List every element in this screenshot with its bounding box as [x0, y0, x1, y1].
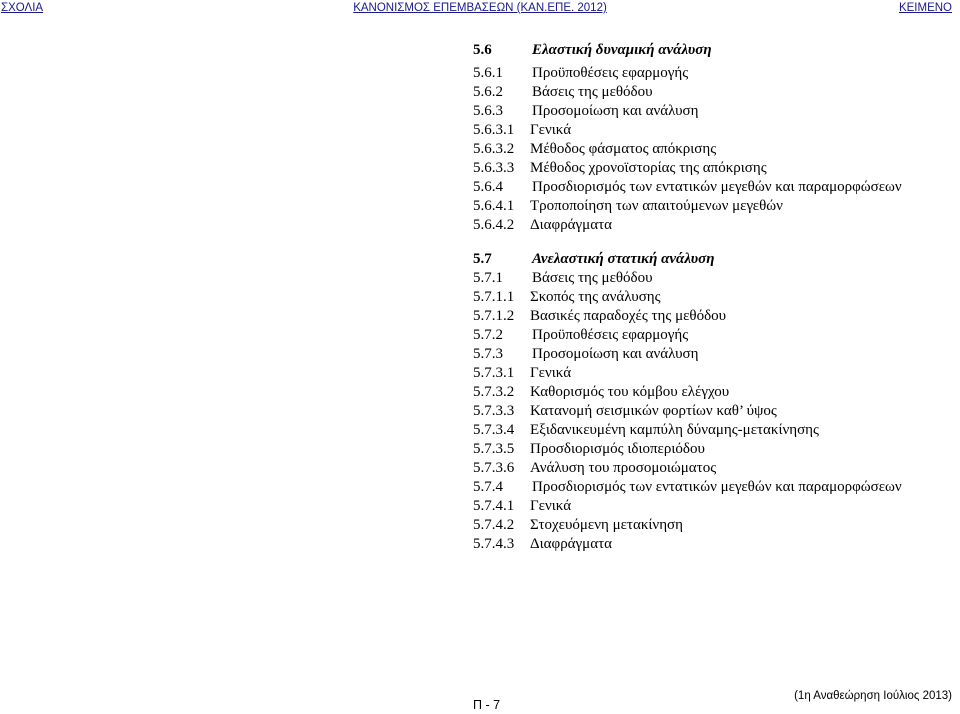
toc-entry-title: Ελαστική δυναμική ανάλυση [532, 42, 712, 58]
toc-entry-title: Ανάλυση του προσομοιώματος [530, 460, 717, 476]
toc-entry-number: 5.6.3.3 [473, 160, 515, 176]
toc-entry [0, 216, 960, 235]
page-number: Π - 7 [473, 698, 501, 712]
toc-entry-number: 5.6.2 [473, 84, 503, 100]
toc-entry-number: 5.7.4.1 [473, 498, 515, 514]
toc-entry-title: Μέθοδος χρονοϊστορίας της απόκρισης [530, 160, 767, 176]
toc-entry-title: Προϋποθέσεις εφαρμογής [532, 327, 689, 343]
toc-entry-title: Τροποποίηση των απαιτούμενων μεγεθών [530, 198, 783, 214]
toc-entry [0, 326, 960, 345]
toc-entry-number: 5.7.4.2 [473, 517, 515, 533]
toc-entry-title: Βασικές παραδοχές της μεθόδου [530, 308, 727, 324]
toc-entry [0, 288, 960, 307]
toc-entry-number: 5.7.3 [473, 346, 503, 362]
revision-note: (1η Αναθεώρηση Ιούλιος 2013) [794, 690, 952, 702]
toc-entry-title: Γενικά [530, 122, 572, 138]
toc-entry [0, 178, 960, 197]
toc-entry-title: Εξιδανικευμένη καμπύλη δύναμης-μετακίνησης [530, 422, 819, 438]
header-link-regulation-title[interactable]: ΚΑΝΟΝΙΣΜΟΣ ΕΠΕΜΒΑΣΕΩΝ (ΚΑΝ.ΕΠΕ. 2012) [353, 2, 607, 14]
toc-entry-title: Κατανομή σεισμικών φορτίων καθ’ ύψος [530, 403, 777, 419]
toc-entry-number: 5.7.1.1 [473, 289, 515, 305]
toc-entry-number: 5.6.3 [473, 103, 503, 119]
toc-entry-title: Προσομοίωση και ανάλυση [532, 103, 699, 119]
toc-entry [0, 440, 960, 459]
toc-entry-number: 5.7 [473, 251, 492, 267]
toc-entry [0, 307, 960, 326]
toc-entry-title: Διαφράγματα [530, 536, 612, 552]
toc-section-heading [0, 41, 960, 60]
toc-entry-title: Διαφράγματα [530, 217, 612, 233]
toc-section-heading [0, 250, 960, 269]
toc-entry-title: Σκοπός της ανάλυσης [530, 289, 661, 305]
toc-entry-title: Μέθοδος φάσματος απόκρισης [530, 141, 717, 157]
toc-entry-number: 5.7.4 [473, 479, 503, 495]
toc-entry-number: 5.7.2 [473, 327, 503, 343]
header-link-text[interactable]: ΚΕΙΜΕΝΟ [898, 2, 952, 14]
toc-entry [0, 159, 960, 178]
toc-entry [0, 497, 960, 516]
toc-entry [0, 383, 960, 402]
toc-entry [0, 516, 960, 535]
toc-entry [0, 421, 960, 440]
toc-entry [0, 64, 960, 83]
toc-entry-number: 5.6.3.1 [473, 122, 515, 138]
header-link-comments[interactable]: ΣΧΟΛΙΑ [1, 2, 44, 14]
toc-entry-number: 5.6 [473, 42, 492, 58]
toc-entry [0, 364, 960, 383]
toc-entry [0, 459, 960, 478]
toc-entry-number: 5.6.4.1 [473, 198, 515, 214]
toc-entry [0, 345, 960, 364]
toc-entry-number: 5.6.3.2 [473, 141, 515, 157]
toc-entry-number: 5.6.1 [473, 65, 503, 81]
toc-entry-number: 5.7.3.3 [473, 403, 515, 419]
toc-entry-title: Προσδιορισμός των εντατικών μεγεθών και παραμορφώσεων [532, 479, 902, 495]
toc-entry-title: Στοχευόμενη μετακίνηση [530, 517, 683, 533]
toc-entry [0, 269, 960, 288]
toc-entry-title: Ανελαστική στατική ανάλυση [532, 251, 715, 267]
toc-entry-number: 5.7.1 [473, 270, 503, 286]
toc-entry [0, 197, 960, 216]
toc-entry [0, 121, 960, 140]
toc-entry-number: 5.6.4 [473, 179, 503, 195]
toc-entry [0, 402, 960, 421]
toc-entry-title: Καθορισμός του κόμβου ελέγχου [530, 384, 730, 400]
toc-entry-title: Προσομοίωση και ανάλυση [532, 346, 699, 362]
toc-entry [0, 83, 960, 102]
toc-entry-number: 5.7.3.1 [473, 365, 515, 381]
toc-entry-number: 5.7.3.4 [473, 422, 515, 438]
toc-entry-number: 5.7.3.6 [473, 460, 515, 476]
toc-entry-title: Προσδιορισμός των εντατικών μεγεθών και παραμορφώσεων [532, 179, 902, 195]
toc-entry-number: 5.7.3.5 [473, 441, 515, 457]
toc-entry-number: 5.7.1.2 [473, 308, 515, 324]
toc-entry [0, 140, 960, 159]
toc-entry-title: Γενικά [530, 365, 572, 381]
toc-entry [0, 478, 960, 497]
toc-entry-title: Βάσεις της μεθόδου [532, 84, 653, 100]
toc-entry-number: 5.7.4.3 [473, 536, 515, 552]
toc-entry [0, 535, 960, 554]
toc-entry-title: Βάσεις της μεθόδου [532, 270, 653, 286]
toc-entry-number: 5.6.4.2 [473, 217, 515, 233]
toc-entry-title: Γενικά [530, 498, 572, 514]
toc-entry-title: Προϋποθέσεις εφαρμογής [532, 65, 689, 81]
toc-entry-number: 5.7.3.2 [473, 384, 515, 400]
toc-entry [0, 102, 960, 121]
toc-entry-title: Προσδιορισμός ιδιοπεριόδου [530, 441, 705, 457]
